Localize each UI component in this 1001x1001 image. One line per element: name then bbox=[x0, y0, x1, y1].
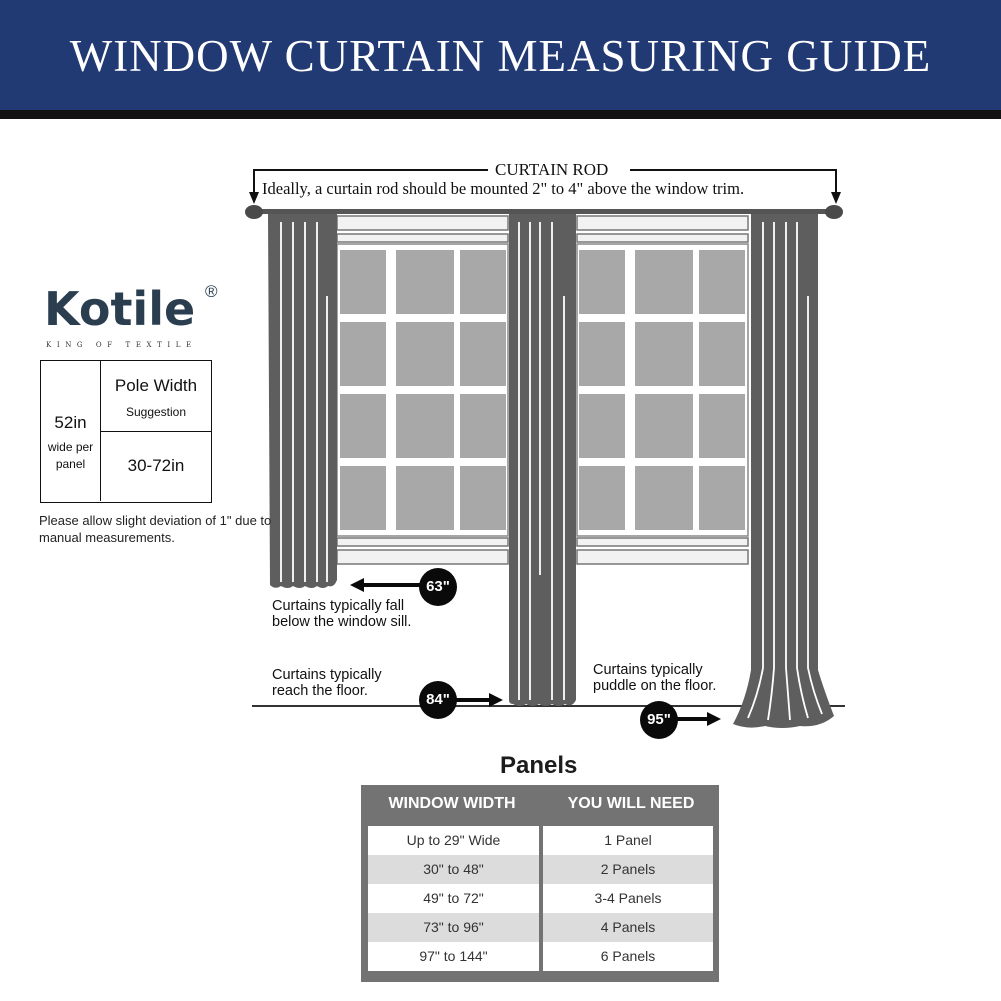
column-header-you-will-need: YOU WILL NEED bbox=[567, 795, 695, 812]
window-pane bbox=[396, 322, 454, 386]
page-title: WINDOW CURTAIN MEASURING GUIDE bbox=[69, 31, 932, 81]
window-pane bbox=[699, 394, 745, 458]
table-cell-window-width: Up to 29" Wide bbox=[368, 826, 539, 855]
window-pane bbox=[579, 466, 625, 530]
pole-width-value: 30-72in bbox=[127, 456, 185, 475]
rod-bracket-arrow-right bbox=[831, 192, 841, 204]
window-pane bbox=[635, 466, 693, 530]
pole-width-sub: Suggestion bbox=[125, 405, 187, 419]
curtain-rod bbox=[256, 209, 834, 214]
curtain-rod-title: CURTAIN ROD bbox=[492, 160, 611, 180]
window-pane bbox=[635, 394, 693, 458]
table-cell-window-width: 49" to 72" bbox=[368, 884, 539, 913]
table-cell-window-width: 73" to 96" bbox=[368, 913, 539, 942]
panel-width-note: wide per panel bbox=[47, 440, 94, 471]
rod-finial-left bbox=[245, 205, 263, 219]
panel-width-cell bbox=[41, 361, 101, 501]
deviation-note: Please allow slight deviation of 1" due to manual measurements. bbox=[39, 513, 272, 545]
length-badge-95: 95" bbox=[640, 701, 678, 739]
registered-mark: ® bbox=[205, 282, 218, 301]
arrow-63 bbox=[350, 578, 424, 592]
window-pane bbox=[699, 250, 745, 314]
window-pane bbox=[340, 250, 386, 314]
table-cell-panels-needed: 6 Panels bbox=[543, 942, 713, 971]
brand-tagline: KING OF TEXTILE bbox=[46, 341, 197, 349]
panels-table bbox=[361, 785, 719, 982]
window-pane bbox=[396, 466, 454, 530]
arrow-84 bbox=[452, 693, 503, 707]
panel-width-value: 52in bbox=[54, 413, 87, 432]
window-pane bbox=[460, 466, 506, 530]
arrow-95 bbox=[672, 712, 721, 726]
pole-width-value-cell bbox=[101, 432, 211, 502]
curtain-middle bbox=[509, 214, 576, 706]
brand-logo: Kotile bbox=[44, 282, 196, 336]
rod-finial-right bbox=[825, 205, 843, 219]
window-pane bbox=[579, 250, 625, 314]
table-cell-panels-needed: 4 Panels bbox=[543, 913, 713, 942]
window-pane bbox=[460, 250, 506, 314]
window-pane bbox=[579, 394, 625, 458]
window-pane bbox=[340, 322, 386, 386]
pole-width-label: Pole Width bbox=[114, 376, 198, 395]
curtain-rod-text: Ideally, a curtain rod should be mounted 2" to 4" above the window trim. bbox=[262, 179, 745, 198]
table-cell-panels-needed: 2 Panels bbox=[543, 855, 713, 884]
window-pane bbox=[396, 394, 454, 458]
caption-63: Curtains typically fall below the window sill. bbox=[272, 598, 412, 630]
panels-title: Panels bbox=[500, 752, 578, 779]
pole-width-header-cell bbox=[101, 361, 211, 432]
window-pane bbox=[579, 322, 625, 386]
table-cell-panels-needed: 1 Panel bbox=[543, 826, 713, 855]
column-header-window-width: WINDOW WIDTH bbox=[388, 795, 516, 812]
length-badge-63: 63" bbox=[419, 568, 457, 606]
window-pane bbox=[699, 322, 745, 386]
caption-84: Curtains typically reach the floor. bbox=[272, 667, 382, 699]
table-cell-panels-needed: 3-4 Panels bbox=[543, 884, 713, 913]
window-pane bbox=[460, 322, 506, 386]
table-cell-window-width: 30" to 48" bbox=[368, 855, 539, 884]
window-pane bbox=[635, 322, 693, 386]
table-cell-window-width: 97" to 144" bbox=[368, 942, 539, 971]
window-pane bbox=[396, 250, 454, 314]
window-pane bbox=[460, 394, 506, 458]
length-badge-84: 84" bbox=[419, 681, 457, 719]
rod-bracket-arrow-left bbox=[249, 192, 259, 204]
window-pane bbox=[340, 466, 386, 530]
size-spec-box bbox=[40, 360, 212, 503]
window-pane bbox=[699, 466, 745, 530]
window-pane bbox=[635, 250, 693, 314]
window-pane bbox=[340, 394, 386, 458]
caption-95: Curtains typically puddle on the floor. bbox=[593, 662, 717, 694]
